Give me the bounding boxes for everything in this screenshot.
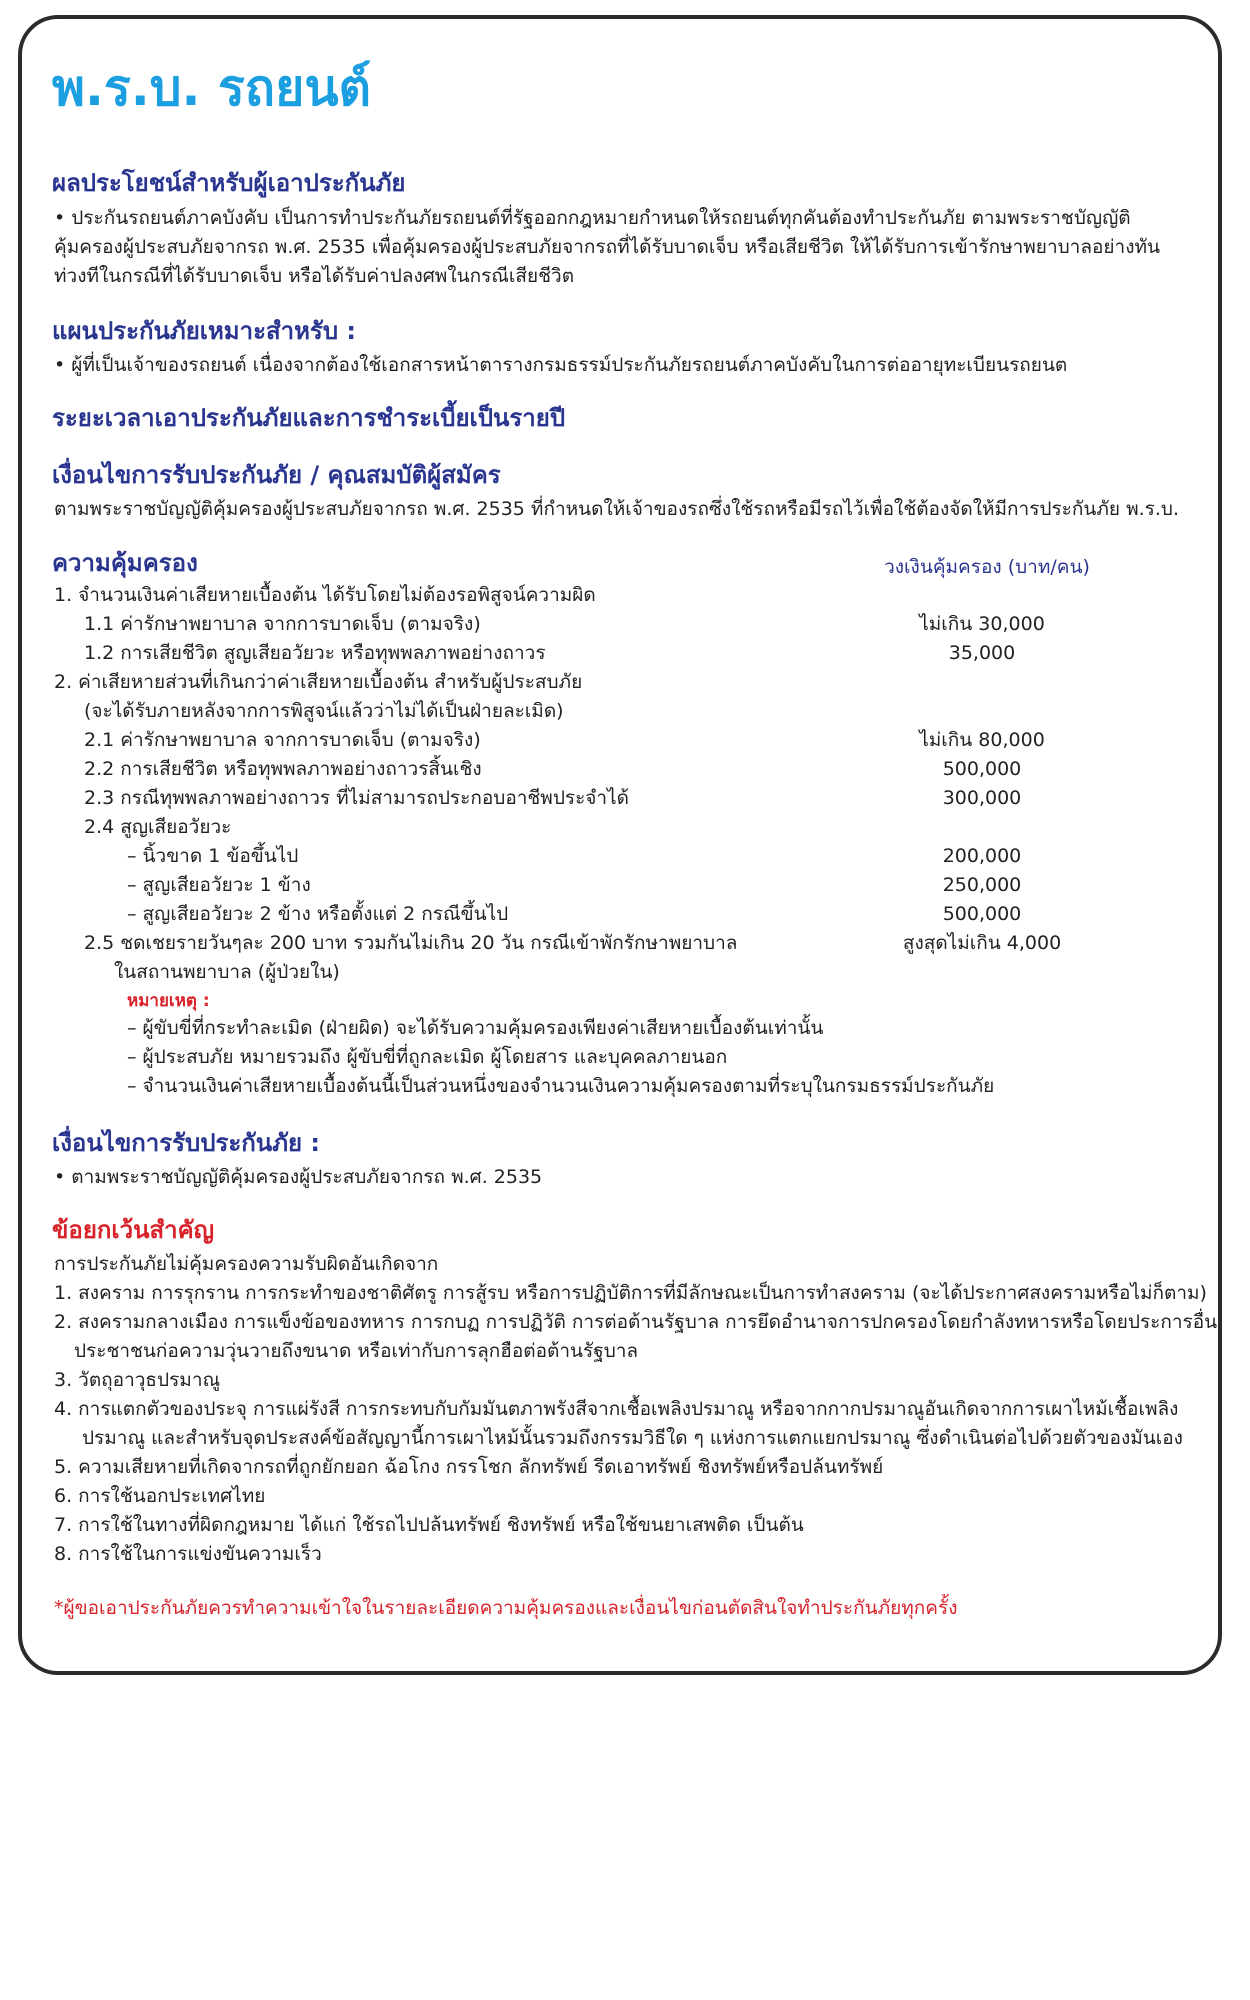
page-title: พ.ร.บ. รถยนต์ [52,59,372,117]
period-heading: ระยะเวลาเอาประกันภัยและการชำระเบี้ยเป็นรายปี [52,404,566,432]
note-line: – จำนวนเงินค่าเสียหายเบื้องต้นนี้เป็นส่วนหนึ่งของจำนวนเงินความคุ้มครองตามที่ระบุในกรมธรรม์ประกันภัย [127,1075,995,1097]
note-label: หมายเหตุ : [127,991,210,1011]
benefits-line: คุ้มครองผู้ประสบภัยจากรถ พ.ศ. 2535 เพื่อคุ้มครองผู้ประสบภัยจากรถที่ได้รับบาดเจ็บ หรือเสียชีวิต ให้ได้รับการเข้ารักษาพยาบาลอย่างทัน [54,236,1160,258]
exclusion-line: 8. การใช้ในการแข่งขันความเร็ว [54,1543,322,1565]
coverage-item-label: 2.2 การเสียชีวิต หรือทุพพลภาพอย่างถาวรสิ้นเชิง [84,758,482,780]
coverage-item-amount: ไม่เกิน 80,000 [919,729,1045,751]
exclusion-line: 1. สงคราม การรุกราน การกระทำของชาติศัตรู การสู้รบ หรือการปฏิบัติการที่มีลักษณะเป็นการทำสงคราม (จะได้ประกาศสงครามหรือไม่ก็ตาม) [54,1282,1207,1304]
exclusion-line: ปรมาณู และสำหรับจุดประสงค์ข้อสัญญานี้การเผาไหม้นั้นรวมถึงกรรมวิธีใด ๆ แห่งการแตกแยกปรมาณู ซึ่งดำเนินต่อไปด้วยตัวของมันเอง [82,1427,1183,1449]
coverage-item-label: 2.4 สูญเสียอวัยวะ [84,816,232,838]
coverage-heading: ความคุ้มครอง [52,549,198,577]
coverage-item-amount: 250,000 [942,874,1022,896]
suitable-heading: แผนประกันภัยเหมาะสำหรับ : [52,317,357,345]
benefits-line: ท่วงทีในกรณีที่ได้รับบาดเจ็บ หรือได้รับค่าปลงศพในกรณีเสียชีวิต [54,265,575,287]
coverage-subitem-label: – สูญเสียอวัยวะ 2 ข้าง หรือตั้งแต่ 2 กรณีขึ้นไป [127,903,509,925]
exclusion-line: 7. การใช้ในทางที่ผิดกฎหมาย ได้แก่ ใช้รถไปปล้นทรัพย์ ชิงทรัพย์ หรือใช้ขนยาเสพติด เป็นต้น [54,1514,804,1536]
conditions-heading: เงื่อนไขการรับประกันภัย : [52,1129,321,1157]
coverage-item-label: 1.2 การเสียชีวิต สูญเสียอวัยวะ หรือทุพพลภาพอย่างถาวร [84,642,546,664]
note-line: – ผู้ขับขี่ที่กระทำละเมิด (ฝ่ายผิด) จะได้รับความคุ้มครองเพียงค่าเสียหายเบื้องต้นเท่านั้น [127,1017,824,1039]
conditions-applicant-heading: เงื่อนไขการรับประกันภัย / คุณสมบัติผู้สมัคร [52,461,501,489]
coverage-item: 1. จำนวนเงินค่าเสียหายเบื้องต้น ได้รับโดยไม่ต้องรอพิสูจน์ความผิด [54,584,596,606]
benefits-heading: ผลประโยชน์สำหรับผู้เอาประกันภัย [52,169,406,197]
exclusion-line: 6. การใช้นอกประเทศไทย [54,1485,266,1507]
coverage-subitem-label: – นิ้วขาด 1 ข้อขึ้นไป [127,845,299,867]
coverage-item-label: 2.5 ชดเชยรายวันๆละ 200 บาท รวมกันไม่เกิน 20 วัน กรณีเข้าพักรักษาพยาบาล [84,932,738,954]
suitable-line: • ผู้ที่เป็นเจ้าของรถยนต์ เนื่องจากต้องใช้เอกสารหน้าตารางกรมธรรม์ประกันภัยรถยนต์ภาคบังคับในการต่ออายุทะเบียนรถยนต [54,354,1068,376]
exclusions-heading: ข้อยกเว้นสำคัญ [52,1216,215,1244]
coverage-item-label: 2.3 กรณีทุพพลภาพอย่างถาวร ที่ไม่สามารถประกอบอาชีพประจำได้ [84,787,629,809]
conditions-applicant-line: ตามพระราชบัญญัติคุ้มครองผู้ประสบภัยจากรถ พ.ศ. 2535 ที่กำหนดให้เจ้าของรถซึ่งใช้รถหรือมีรถไว้เพื่อใช้ต้องจัดให้มีการประกันภัย พ.ร.บ. [54,498,1179,520]
exclusion-line: ประชาชนก่อความวุ่นวายถึงขนาด หรือเท่ากับการลุกฮือต่อต้านรัฐบาล [74,1340,639,1362]
conditions-line: • ตามพระราชบัญญัติคุ้มครองผู้ประสบภัยจากรถ พ.ศ. 2535 [54,1166,543,1188]
coverage-amount-heading: วงเงินคุ้มครอง (บาท/คน) [884,556,1090,578]
coverage-item-label: 2.1 ค่ารักษาพยาบาล จากการบาดเจ็บ (ตามจริง) [84,729,481,751]
coverage-item-label-cont: ในสถานพยาบาล (ผู้ป่วยใน) [114,961,340,983]
exclusion-line: 5. ความเสียหายที่เกิดจากรถที่ถูกยักยอก ฉ้อโกง กรรโชก ลักทรัพย์ รีดเอาทรัพย์ ชิงทรัพย์หรือปล้นทรัพย์ [54,1456,884,1478]
exclusion-line: 3. วัตถุอาวุธปรมาณู [54,1369,221,1391]
coverage-item-amount: 500,000 [942,903,1022,925]
coverage-item-amount: 300,000 [942,787,1022,809]
coverage-item-amount: 200,000 [942,845,1022,867]
coverage-item: 2. ค่าเสียหายส่วนที่เกินกว่าค่าเสียหายเบื้องต้น สำหรับผู้ประสบภัย [54,671,583,693]
coverage-item: (จะได้รับภายหลังจากการพิสูจน์แล้วว่าไม่ได้เป็นฝ่ายละเมิด) [84,700,564,722]
coverage-item-amount: ไม่เกิน 30,000 [919,613,1045,635]
coverage-item-amount: 500,000 [942,758,1022,780]
coverage-item-label: 1.1 ค่ารักษาพยาบาล จากการบาดเจ็บ (ตามจริง) [84,613,481,635]
note-line: – ผู้ประสบภัย หมายรวมถึง ผู้ขับขี่ที่ถูกละเมิด ผู้โดยสาร และบุคคลภายนอก [127,1046,728,1068]
coverage-item-amount: 35,000 [948,642,1016,664]
exclusion-line: 4. การแตกตัวของประจุ การแผ่รังสี การกระทบกับกัมมันตภาพรังสีจากเชื้อเพลิงปรมาณู หรือจากกากปรมาณูอันเกิดจากการเผาไหม้เชื้อเพลิง [54,1398,1179,1420]
footer-note: *ผู้ขอเอาประกันภัยควรทำความเข้าใจในรายละเอียดความคุ้มครองและเงื่อนไขก่อนตัดสินใจทำประกันภัยทุกครั้ง [54,1597,958,1619]
coverage-item-amount: สูงสุดไม่เกิน 4,000 [902,932,1062,954]
exclusions-intro: การประกันภัยไม่คุ้มครองความรับผิดอันเกิดจาก [54,1253,439,1275]
coverage-subitem-label: – สูญเสียอวัยวะ 1 ข้าง [127,874,311,896]
policy-card [18,15,1222,1675]
exclusion-line: 2. สงครามกลางเมือง การแข็งข้อของทหาร การกบฏ การปฏิวัติ การต่อต้านรัฐบาล การยึดอำนาจการปกครองโดยกำลังทหารหรือโดยประการอื่น [54,1311,1218,1333]
benefits-line: • ประกันรถยนต์ภาคบังคับ เป็นการทำประกันภัยรถยนต์ที่รัฐออกกฎหมายกำหนดให้รถยนต์ทุกคันต้องทำประกันภัย ตามพระราชบัญญัติ [54,207,1131,229]
